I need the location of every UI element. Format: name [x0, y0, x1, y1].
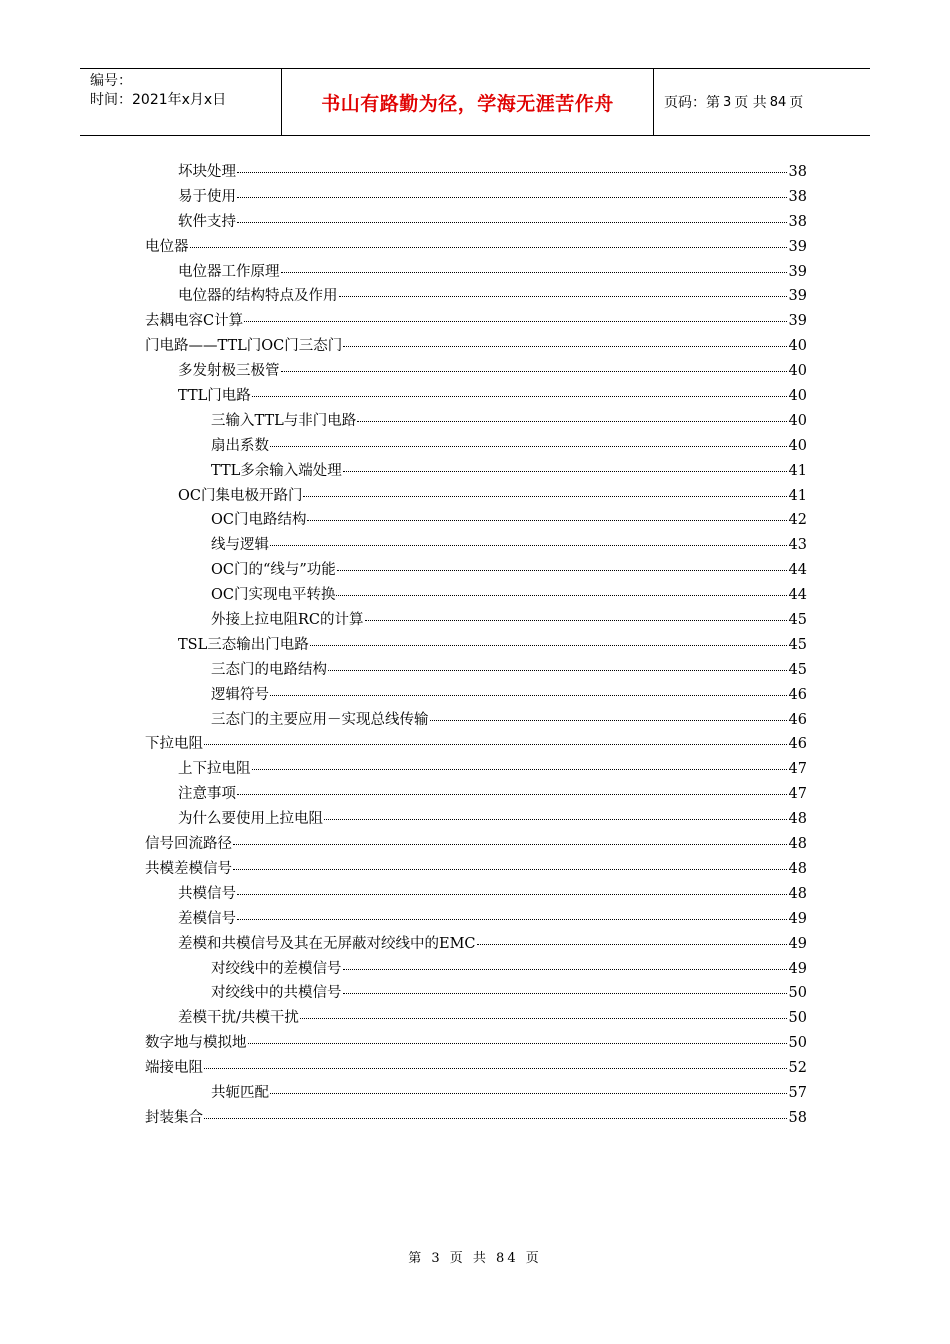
- toc-dot-leader: [270, 545, 787, 546]
- toc-entry[interactable]: [145, 359, 807, 384]
- toc-dot-leader: [337, 570, 787, 571]
- toc-dot-leader: [343, 993, 787, 994]
- toc-entry[interactable]: [145, 1106, 807, 1131]
- toc-entry-page: 50: [788, 985, 807, 1002]
- toc-entry-title: 三态门的电路结构: [211, 661, 327, 678]
- toc-dot-leader: [307, 520, 786, 521]
- toc-entry-title: 三态门的主要应用－实现总线传输: [211, 711, 429, 728]
- toc-entry-page: 58: [788, 1109, 807, 1126]
- toc-entry-title: 数字地与模拟地: [145, 1035, 247, 1052]
- toc-entry[interactable]: [145, 384, 807, 409]
- toc-entry-page: 44: [788, 587, 807, 604]
- toc-entry-page: 47: [788, 761, 807, 778]
- toc-dot-leader: [300, 1018, 787, 1019]
- toc-entry-page: 45: [788, 661, 807, 678]
- toc-entry[interactable]: [145, 484, 807, 509]
- toc-entry[interactable]: [145, 210, 807, 235]
- toc-dot-leader: [252, 396, 787, 397]
- toc-entry-page: 38: [788, 188, 807, 205]
- toc-entry-title: 信号回流路径: [145, 836, 232, 853]
- toc-entry[interactable]: [145, 882, 807, 907]
- toc-entry-title: 对绞线中的共模信号: [211, 985, 342, 1002]
- toc-entry[interactable]: [145, 583, 807, 608]
- table-of-contents: [145, 160, 807, 1131]
- toc-entry[interactable]: [145, 309, 807, 334]
- document-header: [80, 68, 870, 136]
- toc-dot-leader: [343, 471, 787, 472]
- toc-entry[interactable]: [145, 857, 807, 882]
- toc-entry-title: 差模和共模信号及其在无屏蔽对绞线中的EMC: [178, 935, 476, 952]
- toc-entry-page: 46: [788, 686, 807, 703]
- toc-entry-page: 39: [788, 313, 807, 330]
- toc-entry[interactable]: [145, 558, 807, 583]
- toc-dot-leader: [270, 446, 787, 447]
- header-time-label: 时间：2021年x月x日: [90, 92, 227, 108]
- toc-dot-leader: [339, 296, 787, 297]
- toc-entry-title: TSL三态输出门电路: [178, 636, 309, 653]
- toc-entry-page: 45: [788, 636, 807, 653]
- toc-entry-page: 41: [788, 462, 807, 479]
- toc-dot-leader: [357, 421, 786, 422]
- toc-dot-leader: [237, 172, 787, 173]
- toc-entry-title: 为什么要使用上拉电阻: [178, 811, 323, 828]
- toc-entry[interactable]: [145, 284, 807, 309]
- toc-entry-page: 40: [788, 338, 807, 355]
- toc-dot-leader: [233, 869, 787, 870]
- toc-entry-title: 门电路——TTL门OC门三态门: [145, 338, 343, 355]
- toc-entry-page: 52: [788, 1060, 807, 1077]
- toc-entry[interactable]: [145, 782, 807, 807]
- toc-entry-title: OC门集电极开路门: [178, 487, 303, 504]
- toc-entry-page: 48: [788, 885, 807, 902]
- toc-entry-title: 对绞线中的差模信号: [211, 960, 342, 977]
- toc-dot-leader: [336, 595, 786, 596]
- toc-dot-leader: [281, 272, 787, 273]
- toc-entry[interactable]: [145, 832, 807, 857]
- toc-entry-title: 电位器: [145, 238, 189, 255]
- toc-entry-title: 下拉电阻: [145, 736, 203, 753]
- toc-entry-page: 40: [788, 363, 807, 380]
- toc-entry-page: 40: [788, 437, 807, 454]
- toc-entry[interactable]: [145, 757, 807, 782]
- toc-entry-page: 39: [788, 238, 807, 255]
- toc-dot-leader: [270, 1093, 787, 1094]
- toc-dot-leader: [343, 969, 787, 970]
- toc-dot-leader: [190, 247, 787, 248]
- toc-entry-page: 46: [788, 736, 807, 753]
- toc-entry[interactable]: [145, 683, 807, 708]
- toc-entry[interactable]: [145, 1056, 807, 1081]
- toc-entry-title: 注意事项: [178, 786, 236, 803]
- toc-entry-title: 封装集合: [145, 1109, 203, 1126]
- toc-entry-page: 40: [788, 412, 807, 429]
- toc-entry[interactable]: [145, 1031, 807, 1056]
- toc-dot-leader: [310, 645, 787, 646]
- toc-dot-leader: [237, 794, 787, 795]
- toc-entry[interactable]: [145, 932, 807, 957]
- toc-entry[interactable]: [145, 235, 807, 260]
- toc-entry-title: 三输入TTL与非门电路: [211, 412, 357, 429]
- toc-entry[interactable]: [145, 260, 807, 285]
- toc-entry-title: 上下拉电阻: [178, 761, 251, 778]
- toc-dot-leader: [237, 197, 787, 198]
- toc-entry-page: 38: [788, 164, 807, 180]
- toc-entry-page: 39: [788, 263, 807, 280]
- toc-entry-title: 坏块处理: [178, 164, 236, 180]
- toc-dot-leader: [303, 496, 786, 497]
- header-page-current: 3: [723, 94, 732, 110]
- toc-entry[interactable]: [145, 1006, 807, 1031]
- toc-entry[interactable]: [145, 533, 807, 558]
- toc-entry-title: 端接电阻: [145, 1060, 203, 1077]
- toc-dot-leader: [343, 346, 786, 347]
- toc-dot-leader: [248, 1043, 787, 1044]
- toc-entry-page: 57: [788, 1084, 807, 1101]
- toc-dot-leader: [252, 769, 787, 770]
- header-page-prefix: 页码：第: [664, 95, 720, 111]
- toc-entry-page: 48: [788, 836, 807, 853]
- toc-dot-leader: [233, 844, 787, 845]
- toc-entry-title: TTL多余输入端处理: [211, 462, 342, 479]
- toc-dot-leader: [324, 819, 787, 820]
- toc-dot-leader: [281, 371, 787, 372]
- header-page-mid: 页 共: [734, 95, 767, 111]
- toc-entry-page: 47: [788, 786, 807, 803]
- header-number-label: 编号：: [90, 73, 132, 89]
- toc-entry-title: 易于使用: [178, 188, 236, 205]
- toc-dot-leader: [270, 695, 787, 696]
- toc-dot-leader: [237, 919, 787, 920]
- toc-entry[interactable]: [145, 160, 807, 185]
- toc-entry-title: OC门电路结构: [211, 512, 307, 529]
- toc-entry-page: 38: [788, 213, 807, 230]
- toc-entry-page: 40: [788, 388, 807, 405]
- toc-entry[interactable]: [145, 957, 807, 982]
- header-page-total: 84: [769, 94, 787, 110]
- toc-entry[interactable]: [145, 807, 807, 832]
- toc-entry-title: 共模差模信号: [145, 860, 232, 877]
- toc-entry-title: 共模信号: [178, 885, 236, 902]
- toc-entry-title: 多发射极三极管: [178, 363, 280, 380]
- toc-entry[interactable]: [145, 608, 807, 633]
- toc-entry[interactable]: [145, 334, 807, 359]
- toc-entry[interactable]: [145, 459, 807, 484]
- toc-dot-leader: [237, 894, 787, 895]
- toc-entry-page: 48: [788, 811, 807, 828]
- toc-entry[interactable]: [145, 409, 807, 434]
- toc-entry-page: 49: [788, 960, 807, 977]
- toc-entry[interactable]: [145, 1081, 807, 1106]
- toc-entry-page: 45: [788, 612, 807, 629]
- toc-entry-page: 49: [788, 935, 807, 952]
- toc-entry-page: 43: [788, 537, 807, 554]
- toc-entry-title: 扇出系数: [211, 437, 269, 454]
- toc-entry[interactable]: [145, 633, 807, 658]
- toc-entry[interactable]: [145, 434, 807, 459]
- toc-entry[interactable]: [145, 508, 807, 533]
- toc-entry[interactable]: [145, 185, 807, 210]
- toc-entry-title: 软件支持: [178, 213, 236, 230]
- toc-entry-page: 39: [788, 288, 807, 305]
- toc-dot-leader: [204, 1068, 787, 1069]
- toc-entry-title: OC门的“线与”功能: [211, 562, 336, 579]
- toc-entry-title: 差模信号: [178, 910, 236, 927]
- toc-entry-title: TTL门电路: [178, 388, 251, 405]
- toc-entry-page: 44: [788, 562, 807, 579]
- header-meta: [80, 69, 282, 135]
- toc-entry-page: 42: [788, 512, 807, 529]
- toc-entry[interactable]: [145, 732, 807, 757]
- header-motto: 书山有路勤为径，学海无涯苦作舟: [282, 69, 654, 135]
- toc-entry-title: 差模干扰/共模干扰: [178, 1010, 299, 1027]
- toc-entry-title: 共轭匹配: [211, 1084, 269, 1101]
- toc-dot-leader: [328, 670, 787, 671]
- toc-dot-leader: [430, 720, 787, 721]
- toc-entry[interactable]: [145, 907, 807, 932]
- toc-entry-page: 46: [788, 711, 807, 728]
- toc-entry-title: 去耦电容C计算: [145, 313, 244, 330]
- toc-dot-leader: [204, 744, 787, 745]
- toc-entry-title: 外接上拉电阻RC的计算: [211, 612, 364, 629]
- header-page-info: [654, 69, 870, 135]
- toc-entry-title: 电位器的结构特点及作用: [178, 288, 338, 305]
- toc-entry[interactable]: [145, 708, 807, 733]
- toc-dot-leader: [477, 944, 787, 945]
- toc-entry-page: 48: [788, 860, 807, 877]
- toc-dot-leader: [244, 321, 786, 322]
- toc-entry-page: 50: [788, 1035, 807, 1052]
- toc-entry-title: 逻辑符号: [211, 686, 269, 703]
- toc-dot-leader: [237, 222, 787, 223]
- page-footer: 第 3 页 共 84 页: [408, 1251, 542, 1266]
- toc-entry-title: OC门实现电平转换: [211, 587, 336, 604]
- toc-entry-page: 41: [788, 487, 807, 504]
- toc-entry[interactable]: [145, 658, 807, 683]
- toc-entry-page: 50: [788, 1010, 807, 1027]
- toc-entry-title: 电位器工作原理: [178, 263, 280, 280]
- header-page-suffix: 页: [789, 95, 804, 111]
- toc-entry-title: 线与逻辑: [211, 537, 269, 554]
- toc-entry-page: 49: [788, 910, 807, 927]
- toc-entry[interactable]: [145, 981, 807, 1006]
- toc-dot-leader: [365, 620, 787, 621]
- toc-dot-leader: [204, 1118, 787, 1119]
